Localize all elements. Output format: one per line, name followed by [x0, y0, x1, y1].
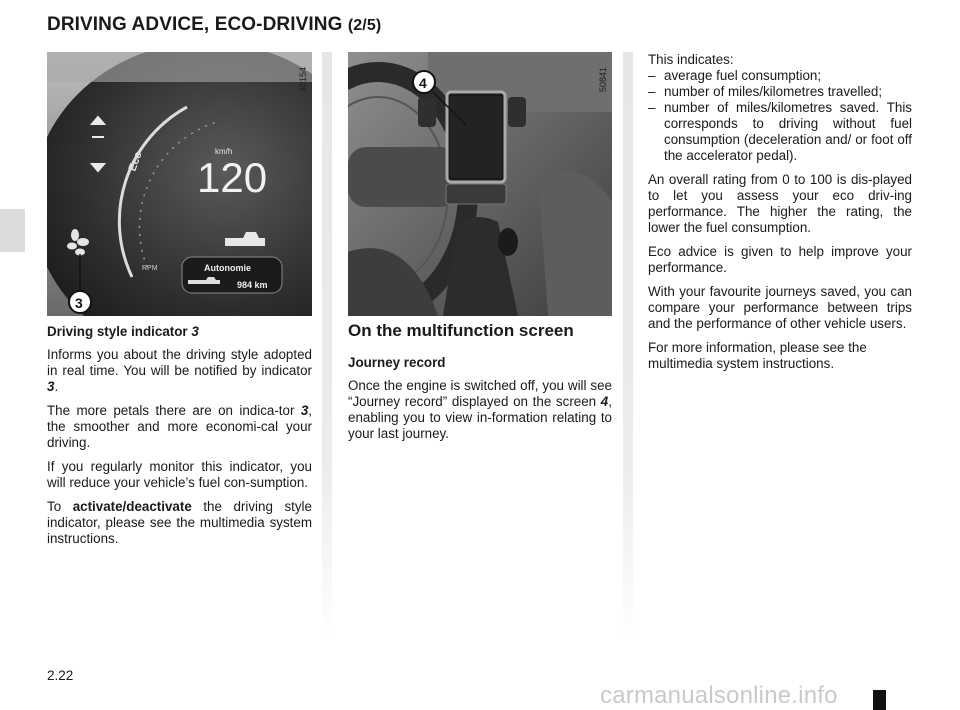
figure-ref-50841: 50841 [598, 66, 608, 92]
column-divider-2 [623, 52, 633, 642]
page-title [47, 14, 381, 36]
column-3 [648, 52, 912, 380]
autonomy-value: 984 km [237, 280, 268, 290]
list-item-text: number of miles/kilometres saved. This corresponds to driving without fuel consumption (deceleration and/ or foot off the accelerator pedal). [664, 100, 912, 163]
paragraph-journey [348, 378, 612, 442]
journey-record-heading: Journey record [348, 355, 446, 370]
p1-ref: 3 [47, 379, 55, 394]
dash: – [648, 68, 656, 83]
dash: – [648, 84, 656, 99]
list-item [648, 68, 912, 84]
autonomy-label: Autonomie [204, 263, 251, 273]
paragraph-rating: An overall rating from 0 to 100 is dis-played to let you assess your eco driv-ing performance. The higher the rating, the lower the fuel consumption. [648, 172, 912, 235]
page-number: 2.22 [47, 668, 74, 683]
paragraph-eco-advice: Eco advice is given to help improve your performance. [648, 244, 912, 275]
paragraph-more-info: For more information, please see the multimedia system instructions. [648, 340, 867, 371]
list-item [648, 84, 912, 100]
p2-text-a: The more petals there are on indica-tor [47, 403, 295, 418]
watermark: carmanualsonline.info [600, 682, 838, 709]
cluster-illustration [47, 52, 312, 316]
rpm-label: RPM [142, 265, 158, 272]
column-divider-1 [322, 52, 332, 642]
list-item-text: number of miles/kilometres travelled; [664, 84, 883, 99]
section-tab [0, 209, 25, 252]
column-1 [47, 324, 312, 555]
intro-text: This indicates: [648, 52, 734, 67]
p2-ref: 3 [300, 403, 309, 418]
cabin-drawing [348, 52, 612, 316]
p2-text-b: , the smoother and more economi-cal your driving. [47, 403, 312, 450]
title-text: DRIVING ADVICE, ECO-DRIVING [47, 14, 343, 35]
title-suffix: (2/5) [347, 17, 382, 34]
heading-ref: 3 [191, 324, 199, 339]
column-2 [348, 321, 612, 450]
indicator-list [648, 68, 912, 164]
eco-label: Eco [126, 149, 145, 174]
cabin-illustration [348, 52, 612, 316]
list-item [648, 100, 912, 164]
c2-ref: 4 [600, 394, 609, 409]
multifunction-heading: On the multifunction screen [348, 321, 574, 340]
c2-text-b: , enabling you to view in-formation relating to your last journey. [348, 394, 612, 441]
paragraph-informs: Informs you about the driving style adopted in real time. You will be notified by indicator 3. [47, 347, 312, 394]
paragraph-petals [47, 403, 312, 451]
p1-text: Informs you about the driving style adopted in real time. You will be notified by indicator [47, 347, 312, 378]
list-item-text: average fuel consumption; [664, 68, 822, 83]
paragraph-monitor: If you regularly monitor this indicator, you will reduce your vehicle’s fuel con-sumption. [47, 459, 312, 490]
speed-unit: km/h [215, 147, 233, 156]
p4-text-b: the driving style indicator, please see the multimedia system instructions. [47, 499, 312, 546]
driving-style-heading [47, 324, 312, 340]
c2-text-a: Once the engine is switched off, you will see “Journey record” displayed on the screen [348, 378, 612, 409]
paragraph-activate [47, 499, 312, 547]
p4-bold: activate/deactivate [72, 499, 192, 514]
footer-marker [873, 690, 886, 710]
heading-text: Driving style indicator [47, 324, 188, 339]
figure-ref-40154: 40154 [298, 66, 308, 92]
speed-readout: 120 [197, 154, 268, 201]
callout-4: 4 [419, 75, 427, 91]
dash: – [648, 100, 656, 115]
cluster-drawing [47, 52, 312, 316]
p4-text-a: To [47, 499, 62, 514]
callout-3: 3 [75, 295, 83, 311]
paragraph-favourite: With your favourite journeys saved, you can compare your performance between trips and the performance of other vehicle users. [648, 284, 912, 331]
